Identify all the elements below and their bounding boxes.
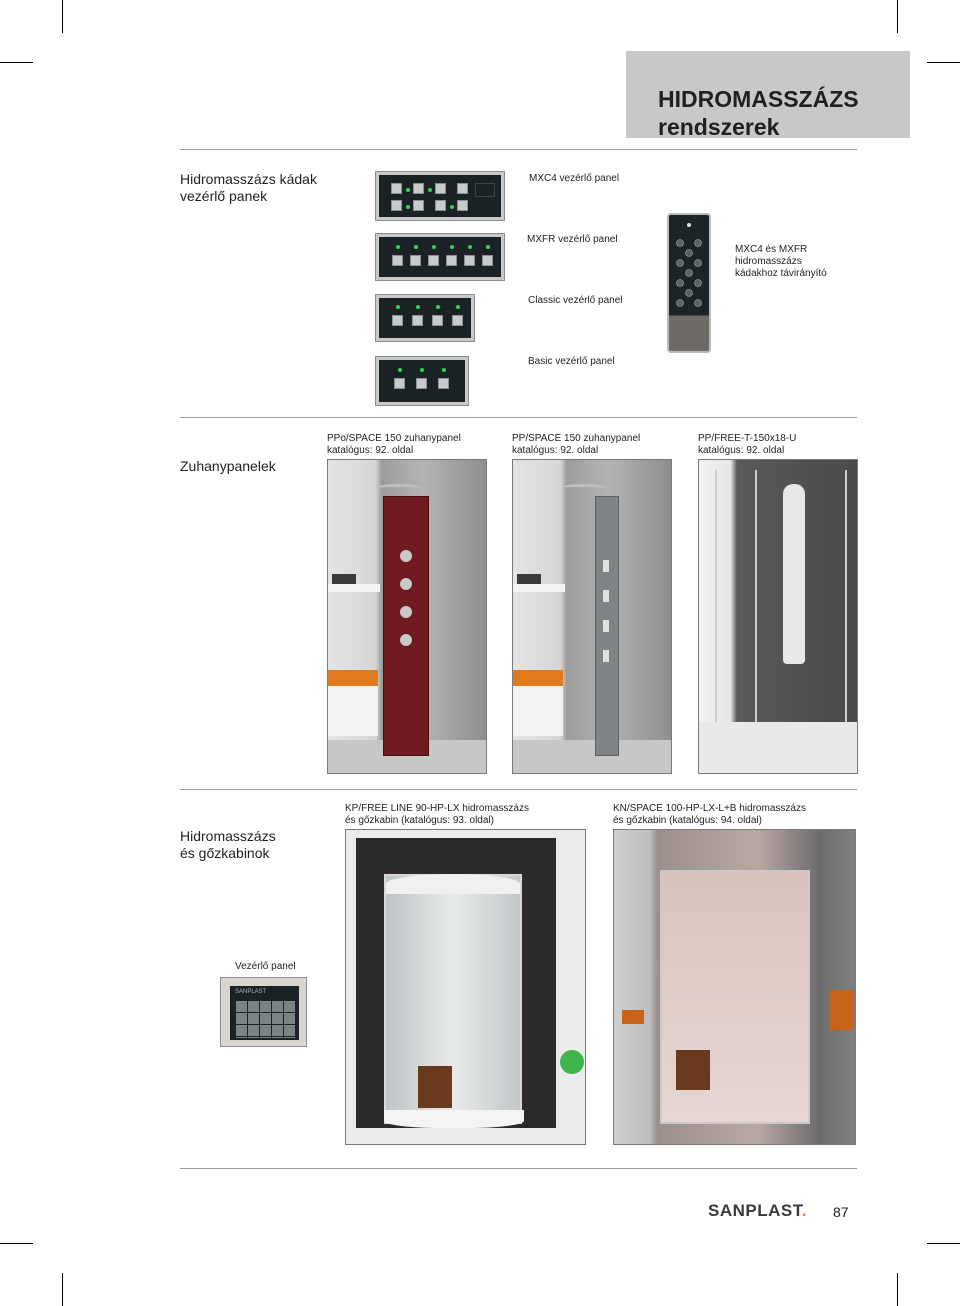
basic-caption: Basic vezérlő panel (528, 356, 615, 367)
shower-panel-1 (383, 496, 429, 756)
crop-mark (927, 62, 960, 63)
shower-caption-2: PP/SPACE 150 zuhanypanel katalógus: 92. oldal (512, 433, 641, 456)
mxfr-caption: MXFR vezérlő panel (527, 234, 618, 245)
steam-control-panel-image (220, 977, 307, 1047)
section-rule (180, 417, 857, 418)
mxc4-caption: MXC4 vezérlő panel (529, 173, 620, 184)
section-label-panels: Hidromasszázs kádak vezérlő panek (180, 171, 317, 204)
shower-caption-3: PP/FREE-T-150x18-U katalógus: 92. oldal (698, 433, 797, 456)
crop-mark (62, 1273, 63, 1306)
crop-mark (897, 0, 898, 33)
section-label-shower: Zuhanypanelek (180, 458, 276, 474)
crop-mark (0, 1243, 33, 1244)
crop-mark (62, 0, 63, 33)
crop-mark (897, 1273, 898, 1306)
mxc4-panel-image (376, 172, 504, 220)
basic-panel-image (376, 357, 468, 405)
section-rule (180, 789, 857, 790)
cabin-caption-1: KP/FREE LINE 90-HP-LX hidromasszázs és gőzkabin (katalógus: 93. oldal) (345, 803, 529, 826)
control-panel-brand: SANPLAST (235, 989, 267, 995)
control-panel-caption: Vezérlő panel (235, 961, 296, 972)
shower-photo-1 (327, 459, 487, 774)
page-title-box (626, 51, 910, 138)
section-label-cabins: Hidromasszázs és gőzkabinok (180, 828, 276, 861)
shower-photo-3 (698, 459, 858, 774)
page-title-line2: rendszerek (658, 114, 780, 140)
cabin-photo-2 (613, 829, 856, 1145)
page-title-line1: HIDROMASSZÁZS (658, 86, 859, 112)
mxfr-panel-image (376, 234, 504, 280)
remote-caption: MXC4 és MXFR hidromasszázs kádakhoz távirányító (735, 244, 827, 279)
page-number: 87 (833, 1204, 849, 1220)
remote-control-image (667, 213, 711, 353)
classic-caption: Classic vezérlő panel (528, 295, 623, 306)
shower-caption-1: PPo/SPACE 150 zuhanypanel katalógus: 92. oldal (327, 433, 461, 456)
crop-mark (927, 1243, 960, 1244)
cabin-caption-2: KN/SPACE 100-HP-LX-L+B hidromasszázs és gőzkabin (katalógus: 94. oldal) (613, 803, 806, 826)
cabin-photo-1 (345, 829, 586, 1145)
footer-rule (180, 1168, 857, 1169)
shower-panel-3 (783, 484, 805, 664)
remote-buttons-icon (669, 233, 709, 323)
shower-photo-2 (512, 459, 672, 774)
header-rule (180, 149, 857, 150)
footer-brand-logo: SANPLAST. (708, 1201, 807, 1220)
classic-panel-image (376, 295, 474, 341)
crop-mark (0, 62, 33, 63)
